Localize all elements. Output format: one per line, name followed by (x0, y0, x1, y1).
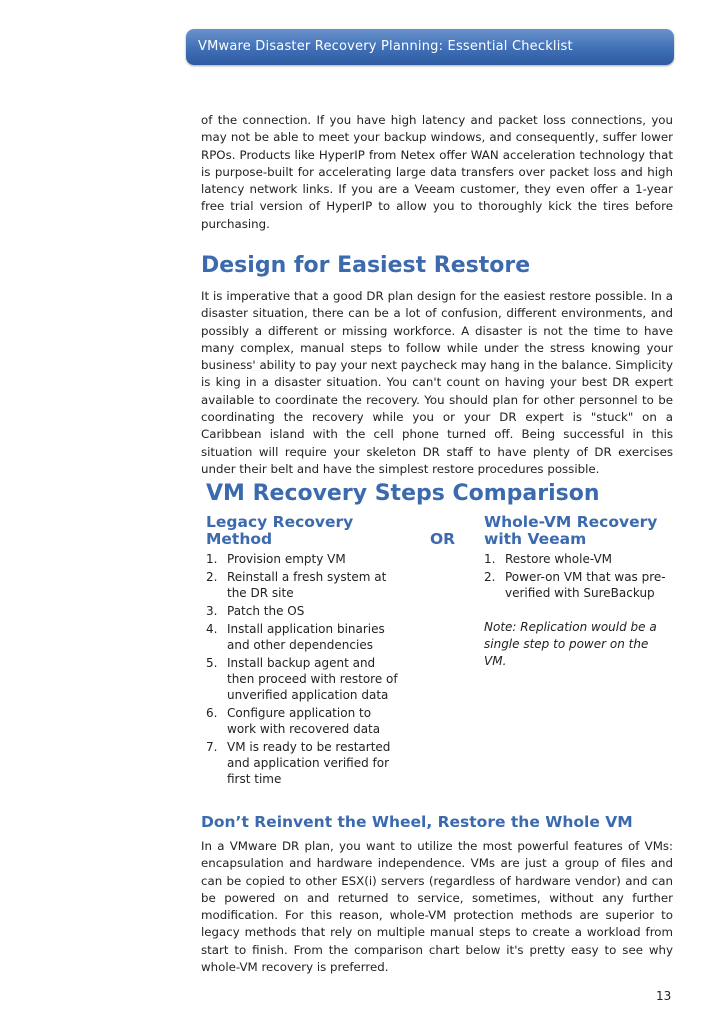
reinvent-paragraph: In a VMware DR plan, you want to utilize the most powerful features of VMs: encapsulation and hardware independence. VMs are just a group of files and can be copied to other ESX(i) servers (regardless of hardware vendor) and can be powered on and returned to service, sometimes, without any further modification. For this reason, whole-VM protection methods are superior to legacy methods that rely on multiple manual steps to create a workload from start to finish. From the comparison chart below it's pretty easy to see why whole-VM recovery is preferred. (201, 839, 673, 975)
list-item: 3. Patch the OS (206, 604, 305, 618)
veeam-steps-list (481, 551, 675, 603)
list-item: 7. VM is ready to be restarted and application verified for first time (206, 740, 391, 786)
legacy-heading-line1: Legacy Recovery (206, 513, 354, 531)
veeam-heading-line2: with Veeam (484, 530, 587, 548)
legacy-steps-list (203, 551, 403, 789)
list-item: 2. Power-on VM that was pre-verified with SureBackup (484, 570, 666, 600)
design-paragraph: It is imperative that a good DR plan design for the easiest restore possible. In a disaster situation, there can be a lot of confusion, different environments, and possibly a different or missing workforce. A disaster is not the time to have many complex, manual steps to follow while under the stress knowing your business' ability to pay your next paycheck may hang in the balance. Simplicity is king in a disaster situation. You can't count on having your best DR expert available to coordinate the recovery. You should plan for other personnel to be coordinating the recovery while you or your DR expert is "stuck" on a Caribbean island with the cell phone turned off. Being successful in this situation will require your skeleton DR staff to have plenty of DR exercises under their belt and have the simplest restore procedures possible. (201, 289, 673, 476)
legacy-heading-line2: Method (206, 530, 273, 548)
intro-paragraph: of the connection. If you have high latency and packet loss connections, you may not be able to meet your backup windows, and consequently, suffer lower RPOs. Products like HyperIP from Netex offer WAN acceleration technology that is purpose-built for accelerating large data transfers over packet loss and high latency network links. If you are a Veeam customer, they even offer a 1-year free trial version of HyperIP to allow you to thoroughly kick the tires before purchasing. (201, 113, 673, 231)
list-item: 1. Restore whole-VM (484, 552, 613, 566)
replication-note: Note: Replication would be a single step to power on the VM. (484, 620, 657, 668)
list-item: 4. Install application binaries and other dependencies (206, 622, 385, 652)
reinvent-heading: Don’t Reinvent the Wheel, Restore the Whole VM (201, 813, 633, 831)
header-bar (186, 29, 674, 65)
or-label: OR (430, 530, 456, 548)
document-title: VMware Disaster Recovery Planning: Essential Checklist (198, 39, 573, 54)
list-item: 2. Reinstall a fresh system at the DR site (206, 570, 387, 600)
list-item: 1. Provision empty VM (206, 552, 346, 566)
list-item: 5. Install backup agent and then proceed with restore of unverified application data (206, 656, 398, 702)
page-number: 13 (656, 989, 672, 1003)
veeam-heading-line1: Whole-VM Recovery (484, 513, 658, 531)
design-heading: Design for Easiest Restore (201, 253, 531, 278)
veeam-column-heading (484, 514, 657, 548)
legacy-column-heading (206, 514, 353, 548)
list-item: 6. Configure application to work with recovered data (206, 706, 381, 736)
comparison-heading: VM Recovery Steps Comparison (206, 481, 600, 506)
